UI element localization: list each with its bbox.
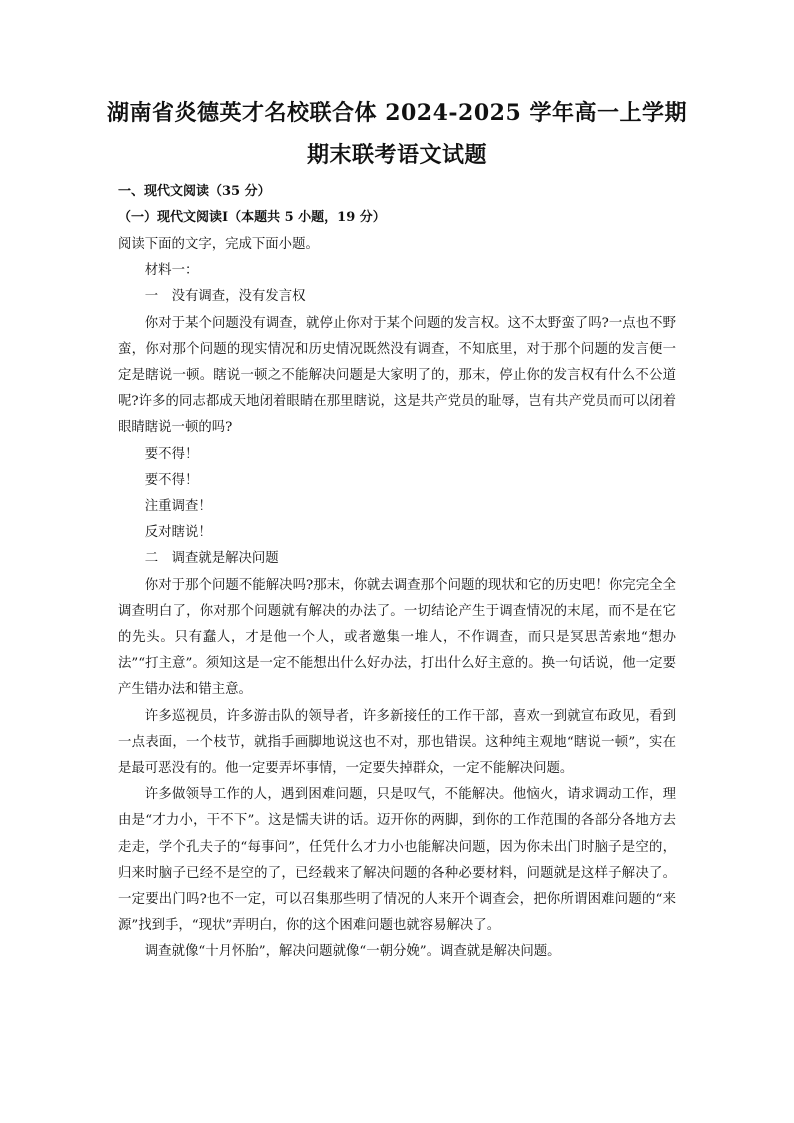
exam-title-line-2: 期末联考语文试题 [306,142,487,168]
passage-paragraph: 许多巡视员，许多游击队的领导者，许多新接任的工作干部，喜欢一到就宣布政见，看到一点表面，一个枝节，就指手画脚地说这也不对，那也错误。这种纯主观地“瞎说一顿”，实在是最可恶没有的。他一定要弄坏事情，一定要失掉群众，一定不能解决问题。 [118,708,676,777]
passage-paragraph: 调查就像“十月怀胎”，解决问题就像“一朝分娩”。调查就是解决问题。 [144,944,561,960]
instruction-text: 阅读下面的文字，完成下面小题。 [118,237,319,252]
passage-exclamation: 要不得！ [144,446,199,462]
passage-body [118,232,676,966]
passage-paragraph: 许多做领导工作的人，遇到困难问题，只是叹气，不能解决。他恼火，请求调动工作，理由是“才力小，干不下”。这是懦夫讲的话。迈开你的两脚，到你的工作范围的各部分各地方去走走，学个孔夫子的“每事问”，任凭什么才力小也能解决问题，因为你未出门时脑子是空的，归来时脑子已经不是空的了，已经载来了解决问题的各种必要材料，问题就是这样子解决了。一定要出门吗?也不一定，可以召集那些明了情况的人来开个调查会，把你所谓困难问题的“来源”找到手，“现状”弄明白，你的这个困难问题也就容易解决了。 [118,787,676,934]
section-heading: 一、现代文阅读（35 分） [118,184,271,199]
passage-paragraph: 你对于那个问题不能解决吗?那末，你就去调查那个问题的现状和它的历史吧！你完完全全调查明白了，你对那个问题就有解决的办法了。一切结论产生于调查情况的末尾，而不是在它的先头。只有蠢人，才是他一个人，或者邀集一堆人，不作调查，而只是冥思苦索地“想办法”“打主意”。须知这是一定不能想出什么好办法，打出什么好主意的。换一句话说，他一定要产生错办法和错主意。 [118,577,676,698]
passage-paragraph: 你对于某个问题没有调查，就停止你对于某个问题的发言权。这不太野蛮了吗?一点也不野蛮，你对那个问题的现实情况和历史情况既然没有调查，不知底里，对于那个问题的发言便一定是瞎说一顿。瞎说一顿之不能解决问题是大家明了的，那末，停止你的发言权有什么不公道呢?许多的同志都成天地闭着眼睛在那里瞎说，这是共产党员的耻辱，岂有共产党员而可以闭着眼睛瞎说一顿的吗? [118,315,676,436]
passage-exclamation: 反对瞎说！ [144,525,212,541]
passage-exclamation: 注重调查！ [144,499,212,515]
material-label: 材料一： [144,263,199,279]
passage-subheading-2: 二 调查就是解决问题 [144,551,279,567]
subsection-heading: （一）现代文阅读Ⅰ（本题共 5 小题，19 分） [118,210,386,225]
passage-exclamation: 要不得！ [144,472,199,488]
exam-title-line-1: 湖南省炎德英才名校联合体 2024-2025 学年高一上学期 [107,100,687,126]
passage-subheading-1: 一 没有调查，没有发言权 [144,289,306,305]
